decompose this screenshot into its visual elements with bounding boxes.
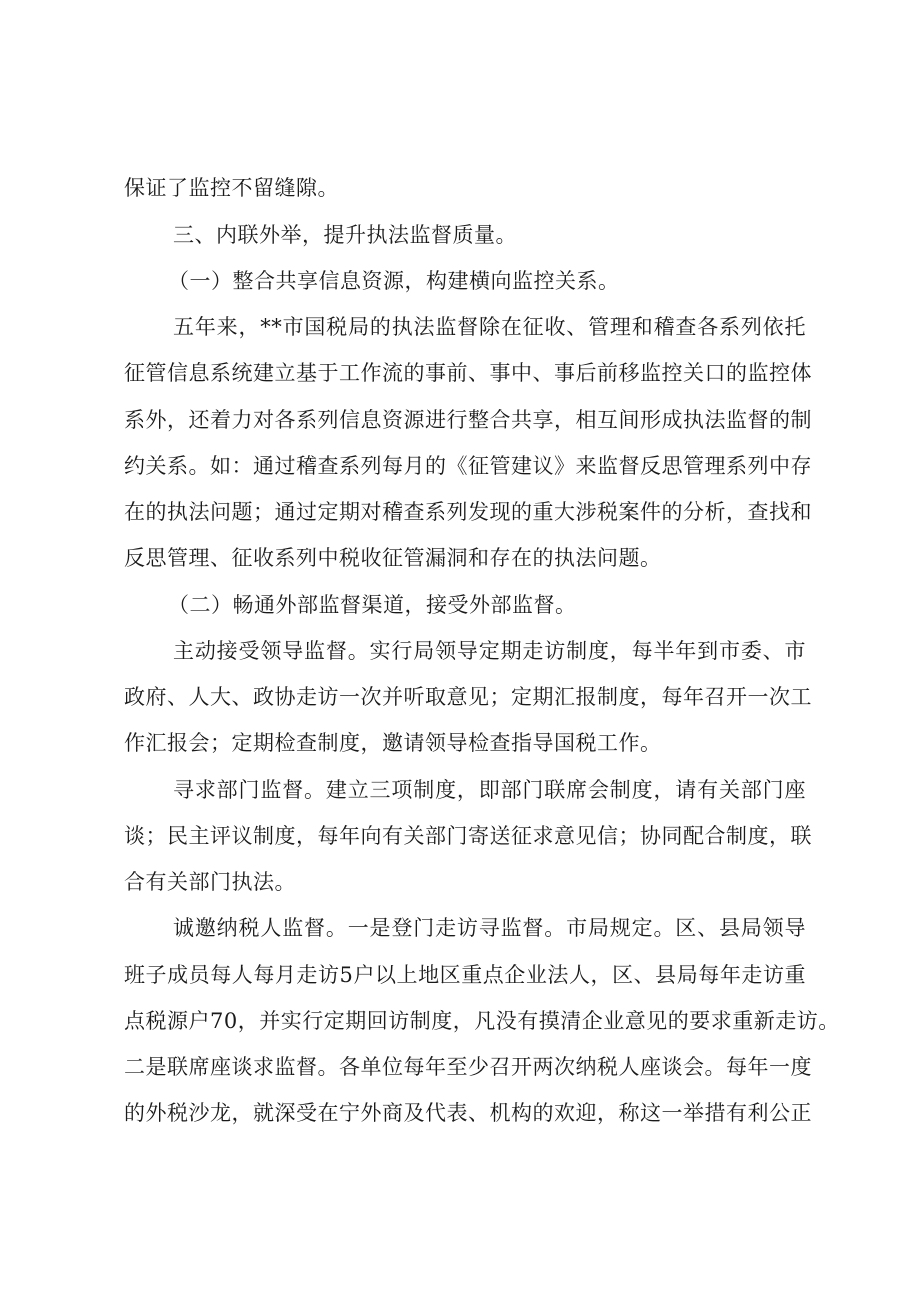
paragraph-line: 诚邀纳税人监督。一是登门走访寻监督。市局规定。区、县局领导 [173,916,806,940]
paragraph-line: 反思管理、征收系列中税收征管漏洞和存在的执法问题。 [124,546,662,570]
paragraph-line: 谈；民主评议制度，每年向有关部门寄送征求意见信；协同配合制度，联 [124,824,812,848]
paragraph-line: 保证了监控不留缝隙。 [124,176,339,200]
paragraph-line: 二是联席座谈求监督。各单位每年至少召开两次纳税人座谈会。每年一度 [124,1055,812,1079]
paragraph-line: 合有关部门执法。 [124,870,296,894]
paragraph-line: 在的执法问题；通过定期对稽查系列发现的重大涉税案件的分析，查找和 [124,500,812,524]
paragraph-line: 作汇报会；定期检查制度，邀请领导检查指导国税工作。 [124,731,662,755]
paragraph-line: 政府、人大、政协走访一次并听取意见；定期汇报制度，每年召开一次工 [124,685,812,709]
paragraph-line: 约关系。如：通过稽查系列每月的《征管建议》来监督反思管理系列中存 [124,454,812,478]
subsection-heading: （一）整合共享信息资源，构建横向监控关系。 [168,269,620,293]
paragraph-line: 的外税沙龙，就深受在宁外商及代表、机构的欢迎，称这一举措有利公正 [124,1101,812,1125]
paragraph-line: 系外，还着力对各系列信息资源进行整合共享，相互间形成执法监督的制 [124,408,812,432]
paragraph-line: 班子成员每人每月走访5户以上地区重点企业法人，区、县局每年走访重 [124,963,806,987]
paragraph-line: 征管信息系统建立基于工作流的事前、事中、事后前移监控关口的监控体 [124,361,812,385]
paragraph-line: 寻求部门监督。建立三项制度，即部门联席会制度，请有关部门座 [173,778,806,802]
paragraph-line: 五年来，**市国税局的执法监督除在征收、管理和稽查各系列依托 [173,315,806,339]
paragraph-line: 点税源户70，并实行定期回访制度，凡没有摸清企业意见的要求重新走访。 [124,1009,840,1033]
subsection-heading: （二）畅通外部监督渠道，接受外部监督。 [168,593,577,617]
paragraph-line: 主动接受领导监督。实行局领导定期走访制度，每半年到市委、市 [173,639,806,663]
section-heading: 三、内联外举，提升执法监督质量。 [173,223,517,247]
